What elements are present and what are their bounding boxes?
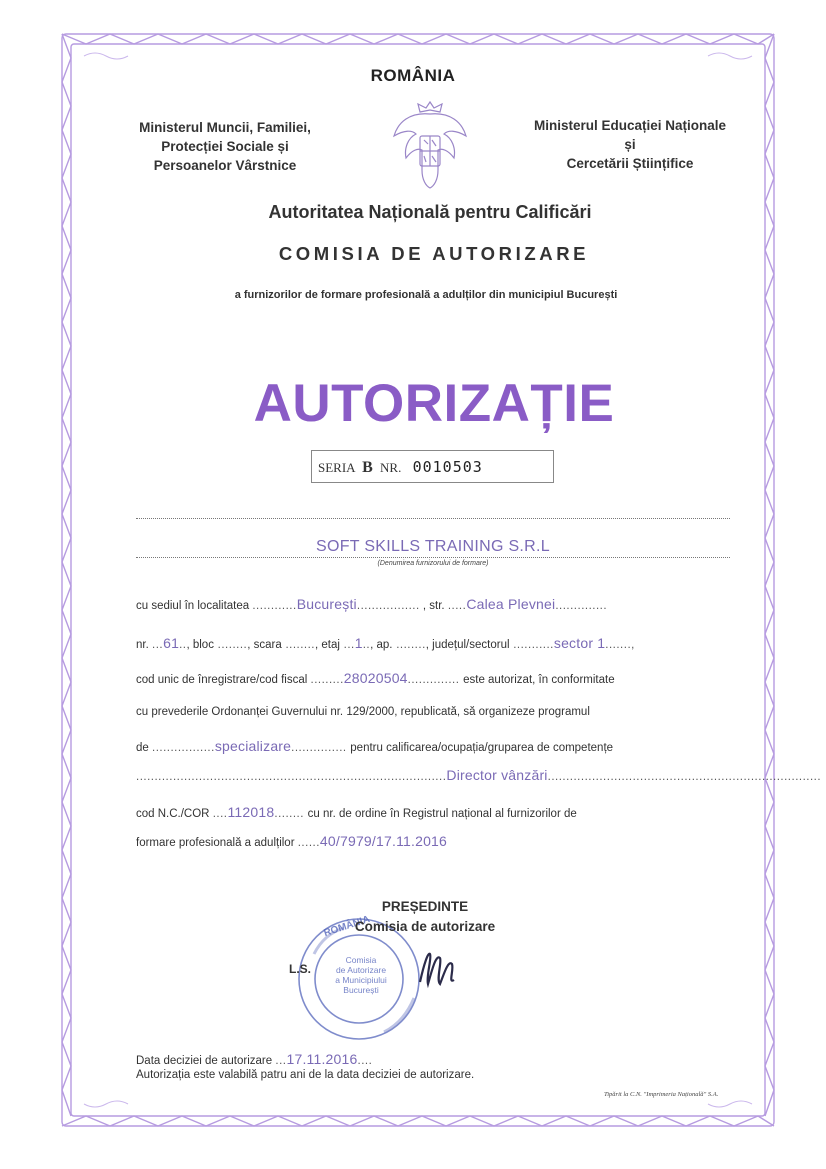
divider-line bbox=[136, 518, 730, 519]
etaj-label: , etaj bbox=[315, 639, 340, 651]
etaj-value: 1 bbox=[354, 635, 363, 651]
ap-label: , ap. bbox=[370, 639, 393, 651]
formare-label: formare profesională a adulților bbox=[136, 837, 295, 849]
ministry-labour-line-1: Ministerul Muncii, Familiei, bbox=[139, 120, 311, 135]
signature-block bbox=[330, 897, 520, 937]
nr-value: 61 bbox=[163, 635, 180, 651]
bloc-label: , bloc bbox=[186, 639, 214, 651]
street-label: , str. bbox=[422, 600, 445, 612]
de-label: de bbox=[136, 742, 149, 754]
ministry-education-line-3: Cercetării Științifice bbox=[566, 156, 694, 171]
qualification-text: pentru calificarea/ocupația/gruparea de competențe bbox=[350, 742, 614, 754]
stamp-line-2: de Autorizare bbox=[335, 965, 387, 975]
signature-icon bbox=[414, 944, 464, 992]
scara-label: , scara bbox=[247, 639, 282, 651]
series-label: SERIA bbox=[318, 460, 355, 475]
serial-number-box bbox=[311, 450, 554, 483]
cor-row: cod N.C./COR ....112018........ cu nr. de ordine în Registrul național al furnizorilor de bbox=[136, 804, 577, 820]
stamp-line-3: a Municipiului bbox=[335, 975, 387, 985]
nr-label: nr. bbox=[136, 639, 149, 651]
occupation-value: Director vânzări bbox=[446, 767, 548, 783]
serial-number: 0010503 bbox=[412, 458, 483, 476]
document-title: AUTORIZAȚIE bbox=[253, 374, 615, 433]
authorized-text: este autorizat, în conformitate bbox=[463, 674, 615, 686]
ministry-education-line-1: Ministerul Educației Naționale bbox=[533, 118, 727, 133]
ministry-education-line-2: și bbox=[624, 137, 636, 152]
authority-heading: Autoritatea Națională pentru Calificări bbox=[268, 202, 592, 222]
ministry-labour-line-2: Protecției Sociale și bbox=[161, 139, 289, 154]
ls-mark: L.S. bbox=[289, 962, 312, 976]
registry-number-value: 40/7979/17.11.2016 bbox=[319, 833, 448, 849]
series-letter: B bbox=[362, 459, 373, 476]
program-type-value: specializare bbox=[214, 738, 292, 754]
ministry-education bbox=[500, 116, 760, 173]
cui-value: 28020504 bbox=[343, 670, 408, 686]
company-underline bbox=[136, 557, 730, 558]
providers-subheading: a furnizorilor de formare profesională a adulților din municipiul București bbox=[234, 289, 618, 301]
validity-text: Autorizația este valabilă patru ani de la data deciziei de autorizare. bbox=[136, 1069, 475, 1081]
sediu-label: cu sediul în localitatea bbox=[136, 600, 250, 612]
president-title: PREȘEDINTE bbox=[381, 899, 469, 914]
judet-label: , județul/sectorul bbox=[425, 639, 510, 651]
number-label: NR. bbox=[380, 460, 402, 475]
cor-label: cod N.C./COR bbox=[136, 808, 210, 820]
ordinance-row: cu prevederile Ordonanței Guvernului nr. 129/2000, republicată, să organizeze programul bbox=[136, 706, 590, 718]
address-row-1: cu sediul în localitatea ............București................. , str. .....Calea Plevnei.............. bbox=[136, 596, 608, 612]
decision-date-value: 17.11.2016 bbox=[286, 1051, 358, 1067]
ministry-labour bbox=[100, 118, 350, 175]
cui-label: cod unic de înregistrare/cod fiscal bbox=[136, 674, 308, 686]
program-row: de .................specializare............... pentru calificarea/ocupația/gruparea de competențe bbox=[136, 738, 614, 754]
street-value: Calea Plevnei bbox=[466, 596, 556, 612]
localitate-value: București bbox=[296, 596, 357, 612]
occupation-row: ....................................................................................Director vânzări.......................................................................... bbox=[136, 767, 822, 783]
printer-imprint: Tipărit la C.N. "Imprimeria Națională" S.A. bbox=[604, 1091, 719, 1098]
address-row-2: nr. ...61.., bloc ........, scara ........, etaj ...1.., ap. ........, județul/sectorul ...........sector 1......., bbox=[136, 635, 635, 651]
sector-value: sector 1 bbox=[553, 635, 606, 651]
commission-heading: COMISIA DE AUTORIZARE bbox=[278, 243, 590, 264]
registry-row: formare profesională a adulților ......40/7979/17.11.2016 bbox=[136, 833, 448, 849]
decision-date-label: Data deciziei de autorizare bbox=[136, 1055, 273, 1067]
coat-of-arms-icon bbox=[390, 96, 470, 192]
decision-date-row: Data deciziei de autorizare ...17.11.2016.... bbox=[136, 1051, 373, 1067]
company-caption: (Denumirea furnizorului de formare) bbox=[377, 560, 489, 567]
country-heading: ROMÂNIA bbox=[370, 66, 456, 85]
registry-text: cu nr. de ordine în Registrul național al furnizorilor de bbox=[307, 808, 577, 820]
cor-value: 112018 bbox=[227, 804, 275, 820]
stamp-ring-text: ROMÂNIA bbox=[322, 913, 372, 940]
stamp-inner-text bbox=[316, 955, 406, 995]
stamp-line-1: Comisia bbox=[345, 955, 377, 965]
ministry-labour-line-3: Persoanelor Vârstnice bbox=[153, 158, 297, 173]
cui-row: cod unic de înregistrare/cod fiscal .........28020504.............. este autorizat, în conformitate bbox=[136, 670, 615, 686]
president-subtitle: Comisia de autorizare bbox=[354, 919, 496, 934]
company-name: SOFT SKILLS TRAINING S.R.L bbox=[316, 538, 550, 555]
stamp-line-4: București bbox=[343, 985, 379, 995]
